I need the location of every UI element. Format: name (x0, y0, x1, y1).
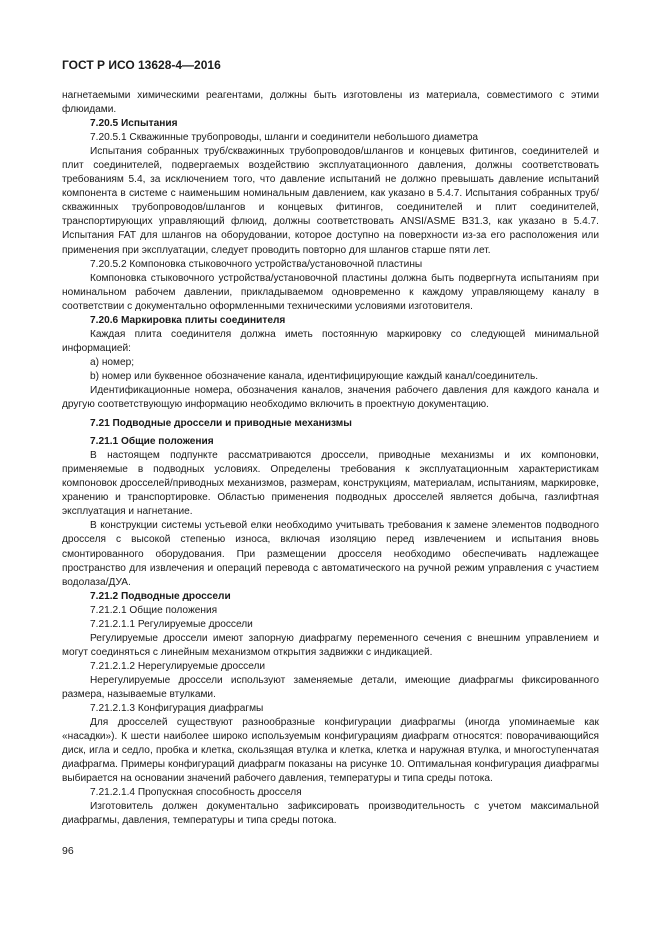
section-heading: 7.21 Подводные дроссели и приводные механизмы (90, 418, 352, 430)
paragraph: нагнетаемыми химическими реагентами, должны быть изготовлены из материала, совместимого с этими флюидами. (62, 90, 599, 116)
paragraph: Регулируемые дроссели имеют запорную диафрагму переменного сечения с внешним управлением и могут соединяться с линейным механизмом открытия задвижки с индикацией. (62, 632, 599, 658)
paragraph: Испытания собранных труб/скважинных трубопроводов/шлангов и концевых фитингов, соединителей и плит соединителей, подвергаемых воздействию эксплуатационного давления, должны соответствовать требованиям 5.4, за исключением того, что давление испытаний не должно превышать давление испытаний компонента в системе с наименьшим номинальным давлением, как указано в 5.4.7. Испытания собранных труб/скважинных трубопроводов/шлангов и концевых фитингов, соединителей и плит соединителей, транспортирующих управляющий флюид, должны соответствовать ANSI/ASME B31.3, как указано в 5.4.7. Испытания FAT для шлангов на оборудовании, которое доступно на поверхности из-за его расположения или применения при эксплуатации, следует проводить повторно для шлангов старше пяти лет. (62, 146, 599, 256)
document-header: ГОСТ Р ИСО 13628-4—2016 (62, 58, 221, 72)
document-body (62, 89, 599, 828)
paragraph: Каждая плита соединителя должна иметь постоянную маркировку со следующей минимальной информацией: (62, 328, 599, 354)
paragraph: В конструкции системы устьевой елки необходимо учитывать требования к замене элементов подводного дросселя с высокой степенью износа, включая изоляцию перед извлечением и испытания вновь смонтированного оборудования. При размещении дросселя необходимо обеспечивать надлежащее пространство для извлечения и операций перевода с автоматического на ручной режим управления с участием водолаза/ДУА. (62, 520, 599, 588)
subsection-title: 7.21.2.1.2 Нерегулируемые дроссели (90, 660, 266, 672)
paragraph: Компоновка стыковочного устройства/установочной пластины должна быть подвергнута испытаниям при номинальном рабочем давлении, прикладываемом одновременно к каждому управляющему каналу в соответствии с документально оформленными техническими условиями изготовителя. (62, 272, 599, 312)
subsection-title: 7.20.5.1 Скважинные трубопроводы, шланги и соединители небольшого диаметра (90, 132, 478, 144)
list-item: a) номер; (90, 356, 135, 368)
subsection-title: 7.21.2.1 Общие положения (90, 604, 218, 616)
subsection-title: 7.20.5.2 Компоновка стыковочного устройства/установочной пластины (90, 258, 423, 270)
list-item: b) номер или буквенное обозначение канала, идентифицирующие каждый канал/соединитель. (90, 370, 539, 382)
section-heading: 7.21.2 Подводные дроссели (90, 590, 231, 602)
paragraph: Идентификационные номера, обозначения каналов, значения рабочего давления для каждого канала и другую соответствующую информацию необходимо включить в проектную документацию. (62, 384, 599, 411)
paragraph: Изготовитель должен документально зафиксировать производительность с учетом максимальной диафрагмы, давления, температуры и типа среды потока. (62, 801, 599, 827)
paragraph: Нерегулируемые дроссели используют заменяемые детали, имеющие диафрагмы фиксированного размера, называемые втулками. (62, 674, 599, 700)
subsection-title: 7.21.2.1.3 Конфигурация диафрагмы (90, 703, 264, 715)
subsection-title: 7.21.2.1.4 Пропускная способность дросселя (90, 787, 302, 799)
paragraph: Для дросселей существуют разнообразные конфигурации диафрагмы (иногда упоминаемые как «насадки»). К шести наиболее широко используемым конфигурациям диафрагм относятся: поворачивающийся диск, игла и седло, пробка и клетка, скользящая втулка и клетка, клетка и наружная втулка, и многоступенчатая диафрагма. Примеры конфигураций диафрагм показаны на рисунке 10. Оптимальная конфигурация диафрагмы выбирается на основании значений рабочего давления, температуры и типа среды потока. (62, 717, 599, 785)
paragraph: В настоящем подпункте рассматриваются дроссели, приводные механизмы и их компоновки, применяемые в подводных условиях. Определены требования к эксплуатационным характеристикам компоновок дросселей/приводных механизмов, размерам, конструкциям, материалам, испытаниям, маркировке, хранению и транспортировке. Областью применения подводных дросселей является добыча, газлифтная эксплуатация и нагнетание. (62, 450, 599, 518)
page-number: 96 (62, 845, 74, 857)
section-heading: 7.20.5 Испытания (90, 118, 178, 130)
subsection-title: 7.21.2.1.1 Регулируемые дроссели (90, 618, 253, 630)
section-heading: 7.21.1 Общие положения (90, 436, 214, 448)
section-heading: 7.20.6 Маркировка плиты соединителя (90, 314, 286, 326)
